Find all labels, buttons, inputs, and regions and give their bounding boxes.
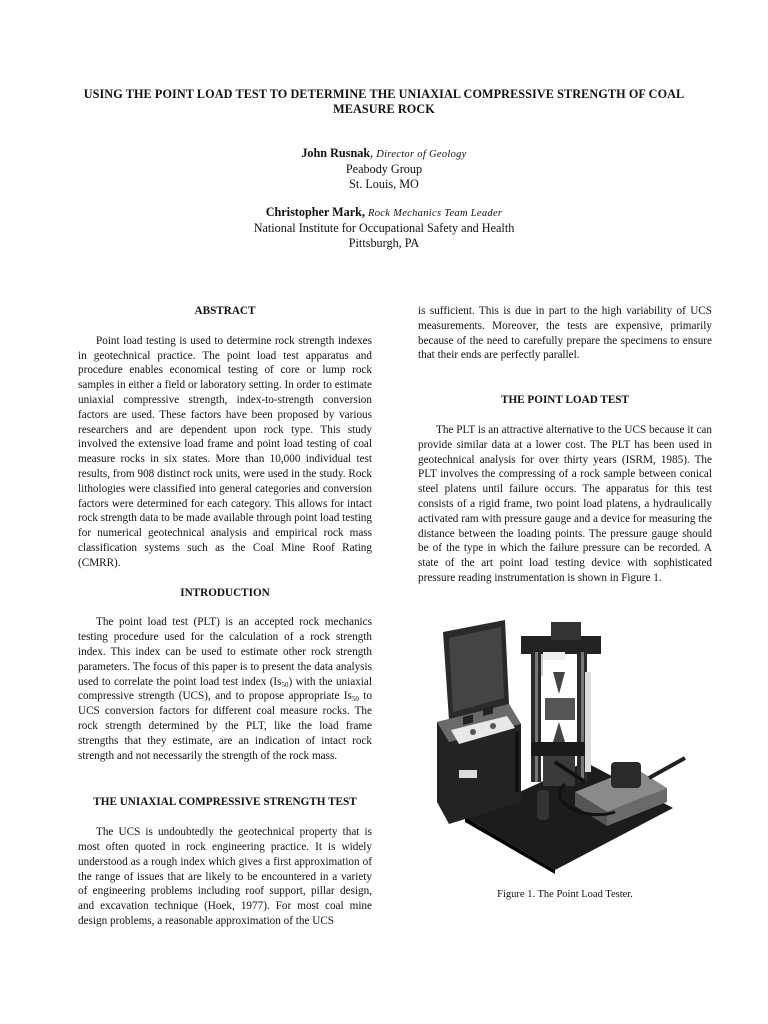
figure-caption: Figure 1. The Point Load Tester. xyxy=(497,888,633,900)
intro-text-part: ) with the uniaxial compressive strength (UCS), and to propose appropriate Is xyxy=(78,675,372,703)
abstract-heading: ABSTRACT xyxy=(194,305,256,317)
introduction-text xyxy=(78,615,372,763)
author-role: Rock Mechanics Team Leader xyxy=(368,208,503,219)
ucs-text-continued: is sufficient. This is due in part to the high variability of UCS measurements. Moreover, the tests are expensive, primarily because of the need to carefully prepare the specimens to ensure that their ends are perfectly parallel. xyxy=(418,305,712,362)
point-load-tester-illustration xyxy=(435,612,695,874)
author-affiliation: Peabody Group xyxy=(345,162,423,176)
author-role: Director of Geology xyxy=(376,149,467,160)
subscript: 50 xyxy=(351,695,359,704)
ucs-text: The UCS is undoubtedly the geotechnical property that is most often quoted in rock engineering practice. It is widely understood as a rough index which gives a first approximation of the range of issues that are likely to be encountered in a variety of engineering problems including roof support, pillar design, and excavation technique (Hoek, 1977). For most coal mine design problems, a reasonable approximation of the UCS xyxy=(78,826,372,927)
ucs-heading: THE UNIAXIAL COMPRESSIVE STRENGTH TEST xyxy=(93,796,357,809)
author-affiliation: National Institute for Occupational Safety and Health xyxy=(253,221,515,235)
author-block-1 xyxy=(120,146,648,192)
paper-title: USING THE POINT LOAD TEST TO DETERMINE THE UNIAXIAL COMPRESSIVE STRENGTH OF COAL MEASURE ROCK xyxy=(83,87,685,116)
subscript: 50 xyxy=(281,680,289,689)
figure-point-load-tester xyxy=(435,612,695,900)
point-load-test-text: The PLT is an attractive alternative to the UCS because it can provide similar data at a lower cost. The PLT has been used in geotechnical analysis for over thirty years (ISRM, 1985). The PLT involves the compressing of a rock sample between conical steel platens until failure occurs. The apparatus for this test consists of a rigid frame, two point load platens, a hydraulically activated ram with pressure gauge and a device for measuring the distance between the loading points. The pressure gauge should be of the type in which the failure pressure can be recorded. A state of the art point load testing device with sophisticated pressure reading instrumentation is shown in Figure 1. xyxy=(418,423,712,584)
abstract-text: Point load testing is used to determine rock strength indexes in geotechnical practice. The point load test apparatus and procedure enables economical testing of core or lump rock samples in either a field or laboratory setting. In order to estimate uniaxial compressive strength, index-to-strength conversion factors are used. These factors have been proposed by various researchers and are dependent upon rock type. This study involved the extensive load frame and point load testing of coal measure rocks in six states. More than 10,000 individual test results, from 908 distinct rock units, were used in the study. Rock lithologies were classified into general categories and conversion factors were determined for each category. This allows for intact rock strength data to be made available through point load testing for numerical geotechnical analysis and empirical rock mass classification systems such as the Coal Mine Roof Rating (CMRR). xyxy=(78,334,372,569)
author-name: John Rusnak xyxy=(301,146,371,160)
right-column xyxy=(418,304,712,900)
intro-text-part: to UCS conversion factors for different coal measure rocks. The rock strength determined by the PLT, like the load frame strengths that they estimate, are an indication of intact rock strength and not necessarily the strength of the rock mass. xyxy=(78,690,373,762)
author-block-2 xyxy=(120,205,648,251)
author-line xyxy=(120,205,648,221)
point-load-test-heading: THE POINT LOAD TEST xyxy=(501,394,629,407)
introduction-heading: INTRODUCTION xyxy=(180,586,270,599)
author-name: Christopher Mark, xyxy=(265,205,365,219)
author-location: St. Louis, MO xyxy=(349,177,419,191)
intro-text-part: The point load test (PLT) is an accepted rock mechanics testing procedure used for the calculation of a rock strength index. This index can be used to estimate other rock strength parameters. The focus of this paper is to present the data analysis used to correlate the point load test index (Is xyxy=(78,616,372,688)
left-column xyxy=(78,304,372,929)
author-location: Pittsburgh, PA xyxy=(348,236,420,250)
author-line: John Rusnak, Director of Geology xyxy=(301,146,467,160)
